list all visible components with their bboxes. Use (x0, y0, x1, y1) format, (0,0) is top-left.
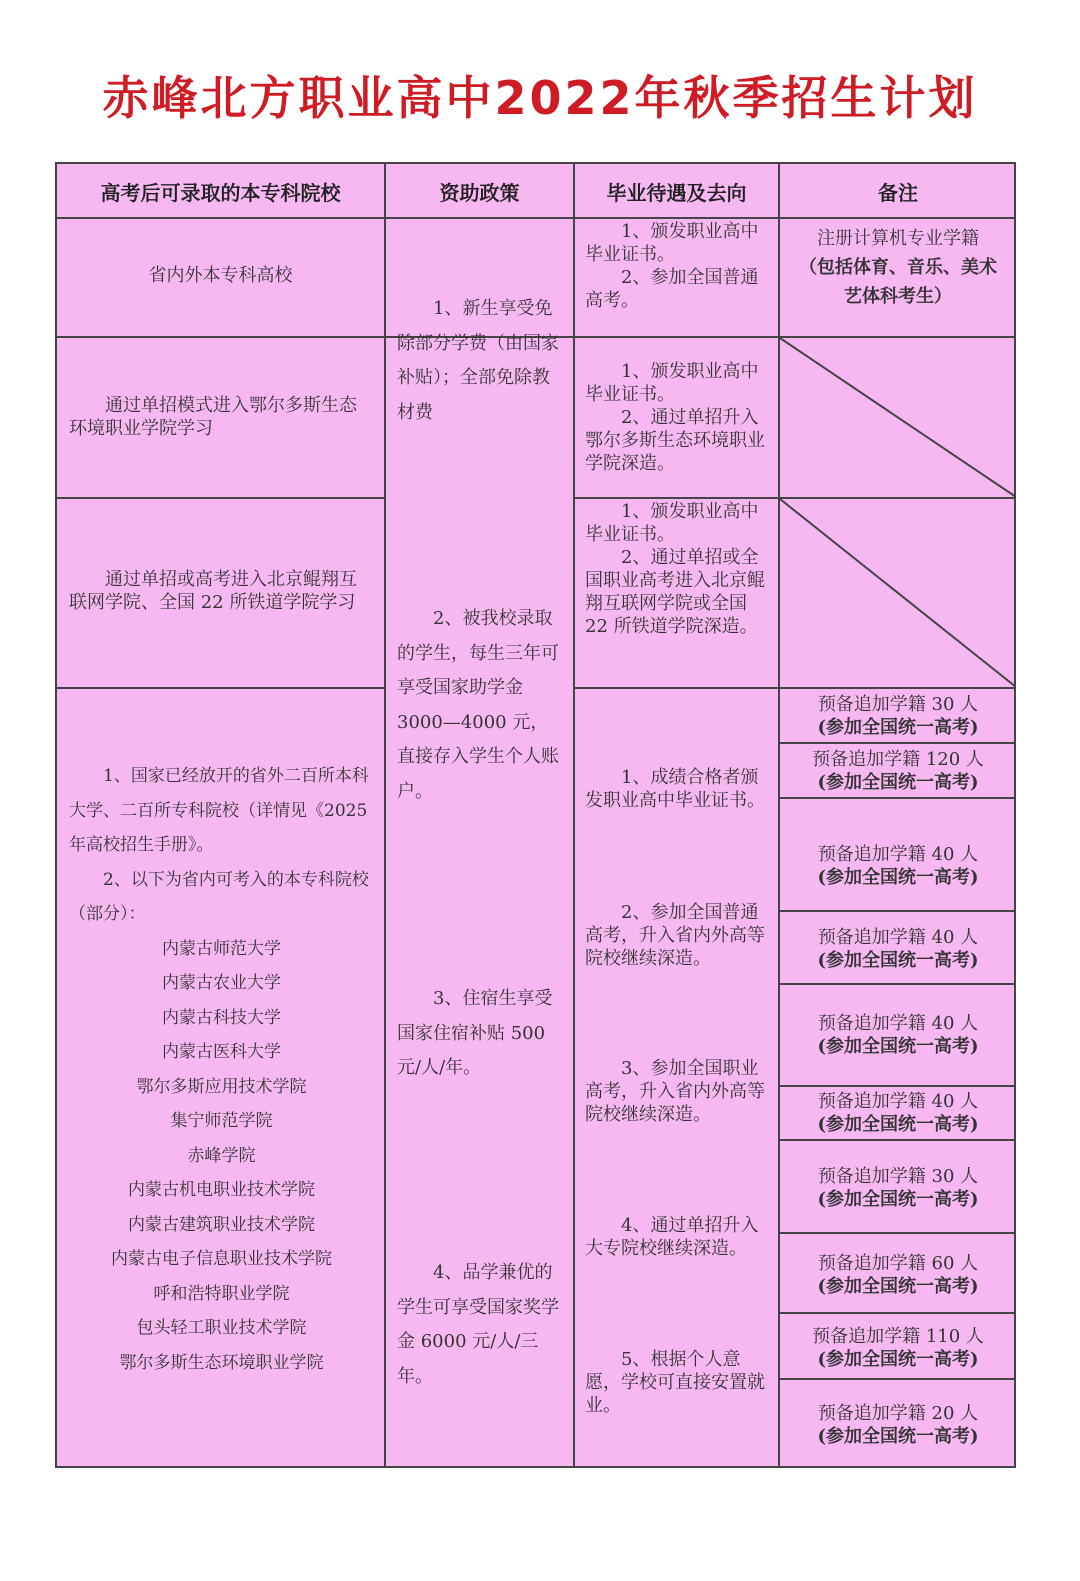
funding-text-1: 1、新生享受免除部分学费（由国家补贴）；全部免除教材费 (397, 298, 559, 423)
row-divider (778, 910, 1014, 912)
quota-label: 预备追加学籍 40 人 (817, 1091, 979, 1112)
school-item: 集宁师范学院 (170, 1111, 273, 1131)
quota-label: 预备追加学籍 20 人 (817, 1403, 979, 1424)
quota-label: 预备追加学籍 120 人 (812, 749, 984, 770)
graduation-text: 1、颁发职业高中毕业证书。 (585, 221, 759, 265)
graduation-item-2: 2、参加全国普通高考，升入省内外高等院校继续深造。 (585, 902, 765, 969)
row-divider (778, 742, 1014, 744)
quota-sub: (参加全国统一高考) (817, 1276, 979, 1297)
slash-line (780, 499, 1016, 687)
header-graduation: 毕业待遇及去向 (606, 181, 747, 205)
row-divider (778, 983, 1014, 985)
row-divider (57, 497, 384, 499)
school-item: 赤峰学院 (187, 1145, 256, 1166)
graduation-text: 2、通过单招升入鄂尔多斯生态环境职业学院深造。 (585, 407, 765, 474)
quota-label: 预备追加学籍 40 人 (817, 927, 979, 948)
college-row-2 (69, 394, 374, 440)
funding-item-4 (397, 1256, 562, 1394)
quota-sub: (参加全国统一高考) (817, 950, 979, 971)
school-item: 鄂尔多斯生态环境职业学院 (119, 1352, 324, 1373)
graduation-row-1 (585, 220, 767, 312)
remark-arts-note: （包括体育、音乐、美术艺体科考生） (799, 257, 997, 307)
school-item: 鄂尔多斯应用技术学院 (136, 1076, 307, 1097)
graduation-row-4 (585, 901, 767, 970)
school-item: 内蒙古农业大学 (162, 973, 281, 993)
graduation-text: 1、颁发职业高中毕业证书。 (585, 361, 759, 405)
quota-label: 预备追加学籍 30 人 (817, 694, 979, 715)
remark-row-1 (780, 224, 1016, 311)
funding-text-2: 2、被我校录取的学生，每生三年可享受国家助学金 3000—4000 元，直接存入学生个人账户。 (397, 608, 559, 802)
quota-sub: (参加全国统一高考) (817, 1426, 979, 1447)
empty-cell-slash (780, 338, 1016, 497)
funding-text-4: 4、品学兼优的学生可享受国家奖学金 6000 元/人/三年。 (397, 1262, 559, 1387)
funding-item-2 (397, 602, 562, 809)
quota-sub: (参加全国统一高考) (817, 867, 979, 888)
college-note-2: 2、以下为省内可考入的本专科院校（部分）： (69, 869, 369, 924)
graduation-row-2 (585, 360, 767, 475)
slash-line (780, 338, 1016, 497)
funding-item-3 (397, 982, 562, 1086)
quota-sub: (参加全国统一高考) (817, 1036, 979, 1057)
remark-major: 注册计算机专业学籍 (817, 228, 979, 249)
graduation-item-3: 3、参加全国职业高考，升入省内外高等院校继续深造。 (585, 1058, 765, 1125)
school-item: 内蒙古科技大学 (162, 1007, 281, 1028)
graduation-text: 1、颁发职业高中毕业证书。 (585, 501, 759, 545)
school-item: 内蒙古机电职业技术学院 (128, 1180, 315, 1200)
row-divider (778, 1312, 1014, 1314)
quota-sub: (参加全国统一高考) (817, 717, 979, 738)
school-item: 包头轻工职业技术学院 (136, 1318, 307, 1338)
school-item: 内蒙古师范大学 (162, 938, 281, 959)
school-list (69, 932, 374, 1381)
column-divider (384, 164, 386, 1466)
quota-sub: (参加全国统一高考) (817, 772, 979, 793)
graduation-row-4 (585, 1214, 767, 1260)
quota-label: 预备追加学籍 40 人 (817, 1013, 979, 1034)
funding-item-1 (397, 292, 562, 430)
college-row-1: 省内外本专科高校 (148, 265, 293, 286)
header-colleges: 高考后可录取的本专科院校 (100, 181, 341, 205)
graduation-row-4 (585, 1057, 767, 1126)
quota-label: 预备追加学籍 110 人 (812, 1326, 984, 1347)
enrollment-table (55, 162, 1016, 1468)
quota-sub: (参加全国统一高考) (817, 1349, 979, 1370)
school-item: 呼和浩特职业学院 (153, 1283, 290, 1304)
graduation-item-4: 4、通过单招升入大专院校继续深造。 (585, 1215, 759, 1259)
quota-label: 预备追加学籍 40 人 (817, 844, 979, 865)
quota-sub: (参加全国统一高考) (817, 1114, 979, 1135)
column-divider (573, 164, 575, 1466)
graduation-item-1: 1、成绩合格者颁发职业高中毕业证书。 (585, 767, 765, 811)
college-row-3-text: 通过单招或高考进入北京鲲翔互联网学院、全国 22 所铁道学院学习 (69, 569, 357, 613)
college-note-1: 1、国家已经放开的省外二百所本科大学、二百所专科院校（详情见《2025 年高校招生手册》。 (69, 766, 369, 855)
header-remarks: 备注 (878, 181, 918, 205)
graduation-row-3 (585, 500, 767, 638)
row-divider (57, 687, 384, 689)
row-divider (778, 1139, 1014, 1141)
row-divider (778, 1378, 1014, 1380)
row-divider (573, 687, 1014, 689)
school-item: 内蒙古医科大学 (162, 1042, 281, 1062)
graduation-text: 2、通过单招或全国职业高考进入北京鲲翔互联网学院或全国 22 所铁道学院深造。 (585, 547, 765, 637)
college-row-4 (69, 759, 374, 1380)
empty-cell-slash (780, 499, 1016, 687)
graduation-row-4 (585, 766, 767, 812)
page-title: 赤峰北方职业高中2022年秋季招生计划 (102, 71, 978, 125)
college-row-2-text: 通过单招模式进入鄂尔多斯生态环境职业学院学习 (69, 395, 357, 439)
quota-label: 预备追加学籍 60 人 (817, 1253, 979, 1274)
funding-text-3: 3、住宿生享受国家住宿补贴 500 元/人/年。 (397, 988, 553, 1078)
graduation-row-4 (585, 1348, 767, 1417)
school-item: 内蒙古电子信息职业技术学院 (111, 1249, 332, 1269)
graduation-text: 2、参加全国普通高考。 (585, 267, 759, 311)
row-divider (778, 1085, 1014, 1087)
school-item: 内蒙古建筑职业技术学院 (128, 1214, 315, 1235)
graduation-item-5: 5、根据个人意愿，学校可直接安置就业。 (585, 1349, 765, 1416)
header-funding: 资助政策 (439, 181, 520, 205)
quota-sub: (参加全国统一高考) (817, 1189, 979, 1210)
college-row-3 (69, 568, 374, 614)
row-divider (778, 1232, 1014, 1234)
quota-label: 预备追加学籍 30 人 (817, 1166, 979, 1187)
row-divider (778, 797, 1014, 799)
